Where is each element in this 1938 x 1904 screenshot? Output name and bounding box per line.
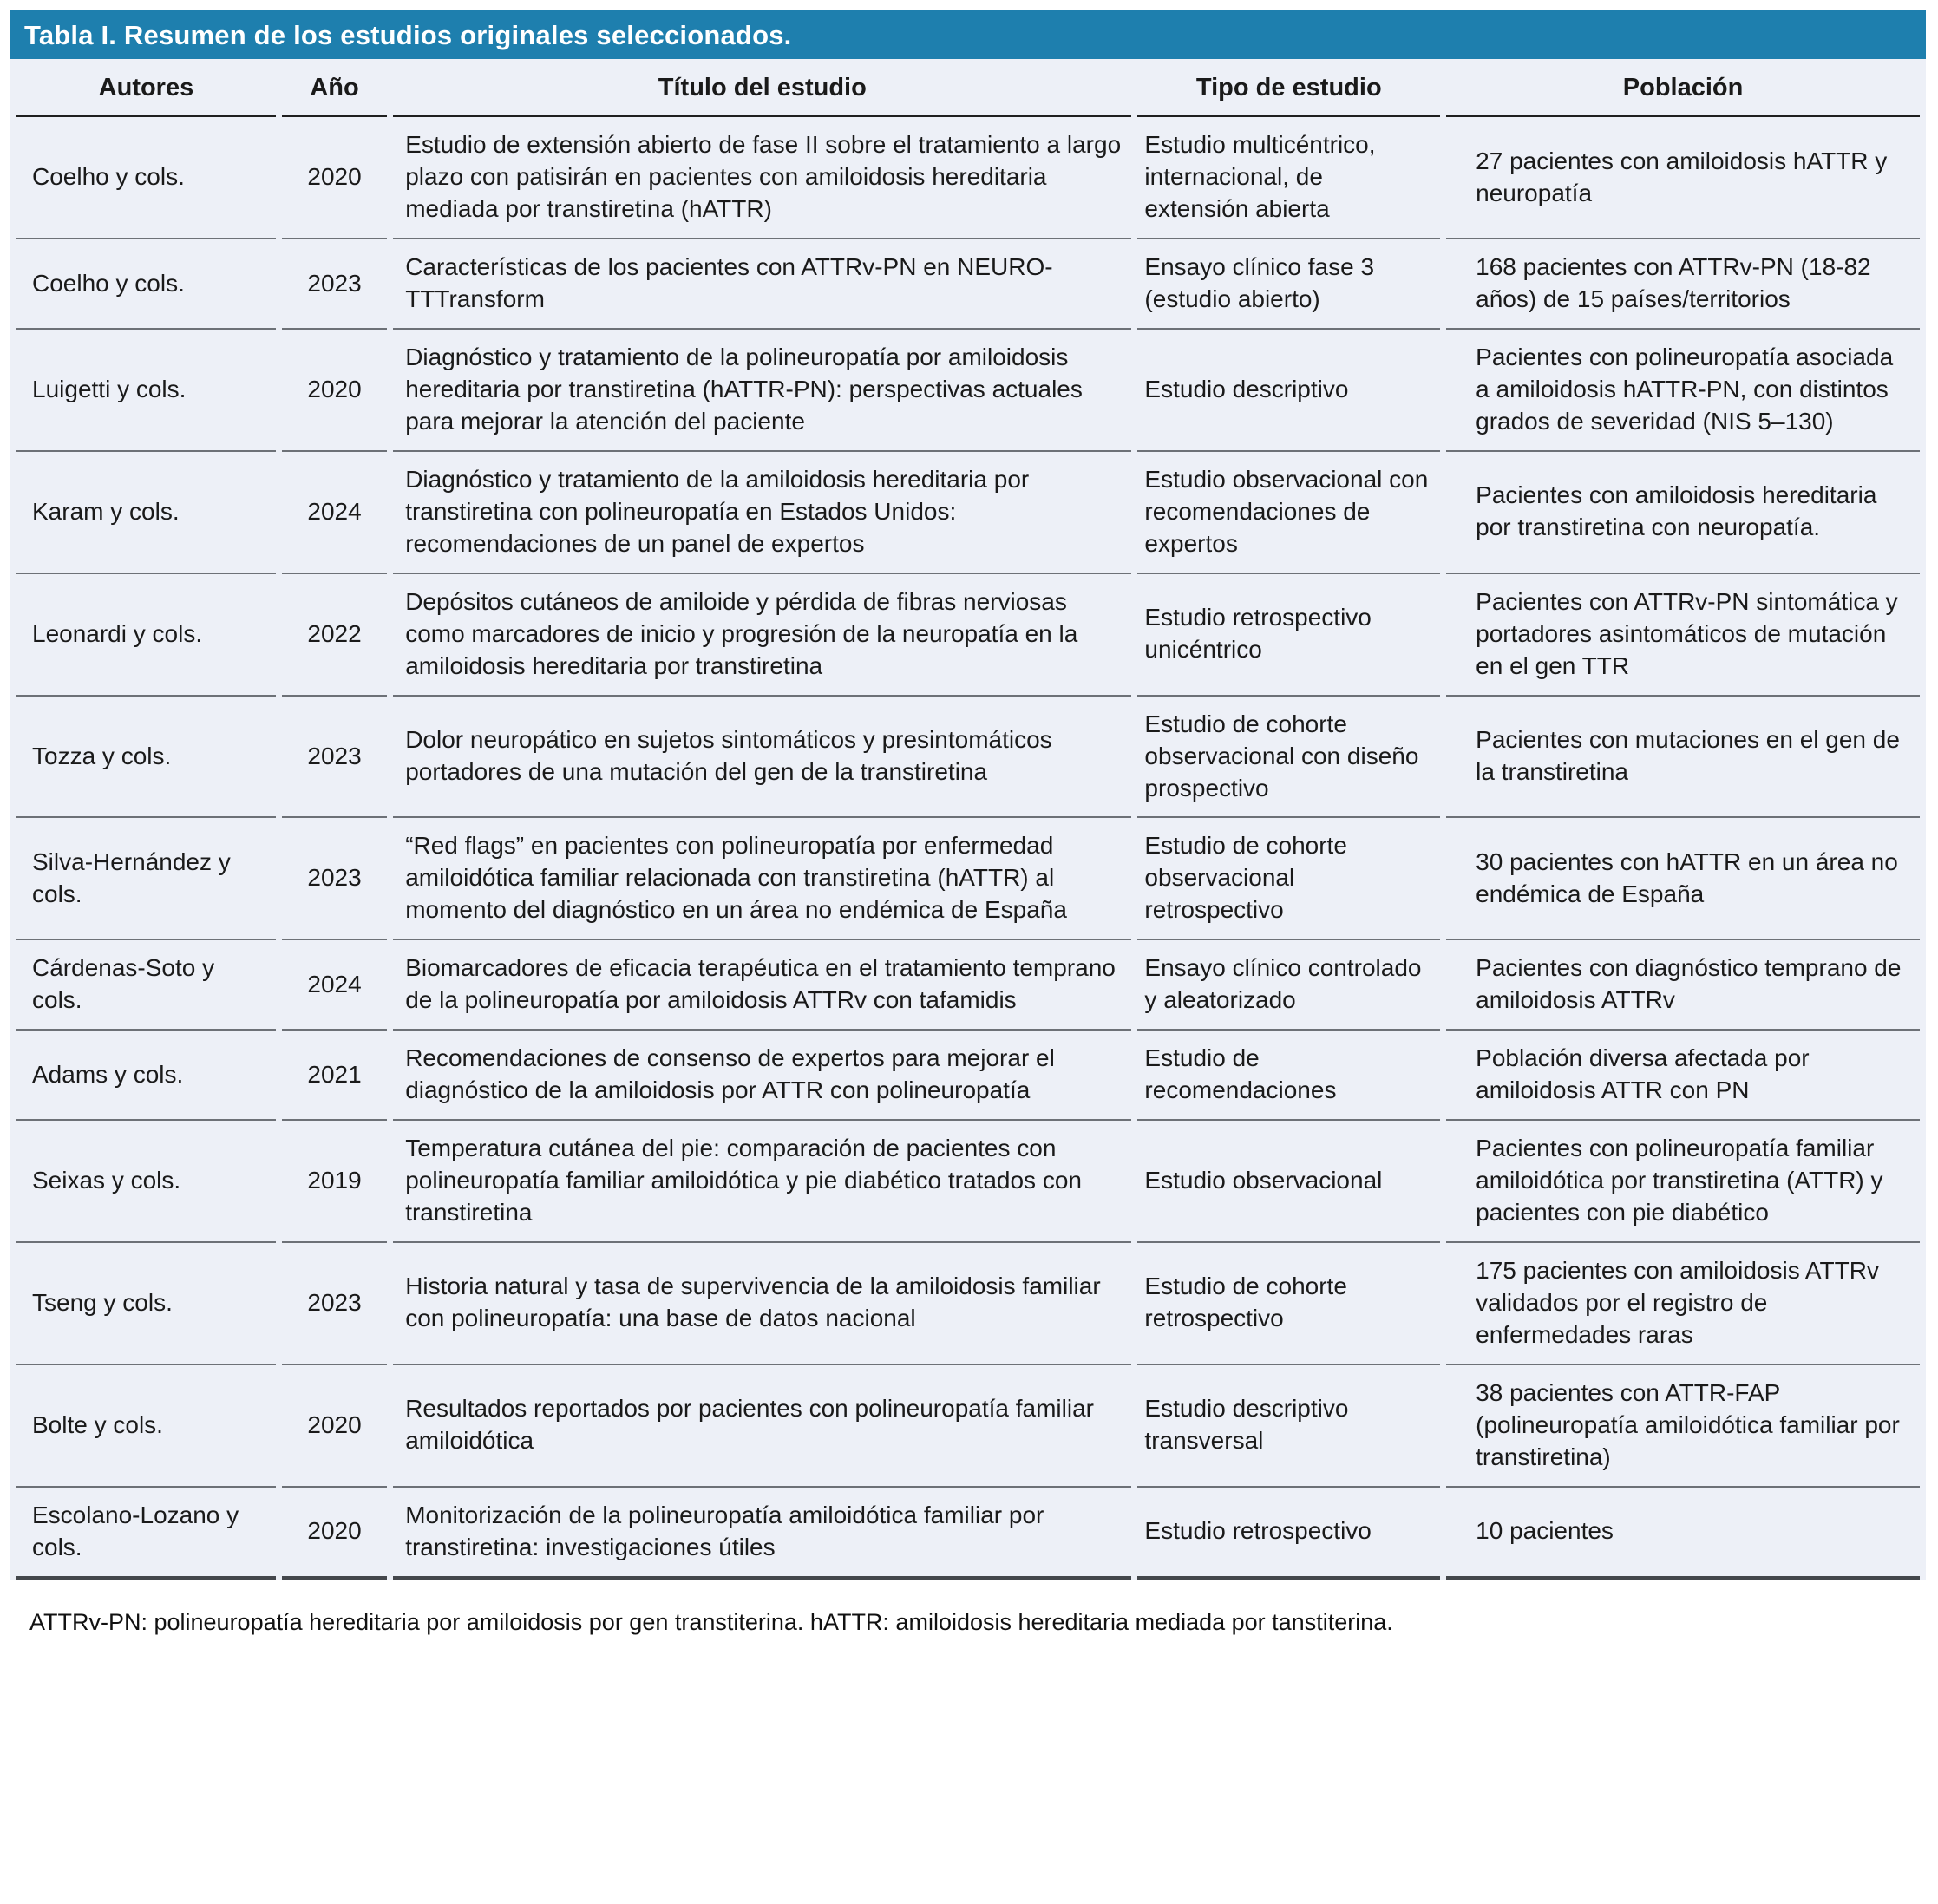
- cell-poblacion: Pacientes con amiloidosis hereditaria por transtiretina con neuropatía.: [1446, 452, 1920, 574]
- cell-titulo: Diagnóstico y tratamiento de la amiloidosis hereditaria por transtiretina con polineuropatía en Estados Unidos: recomendaciones de un panel de expertos: [393, 452, 1131, 574]
- cell-ano: 2019: [282, 1121, 387, 1243]
- table-row: [16, 1365, 1920, 1488]
- cell-ano: 2023: [282, 239, 387, 330]
- table-row: [16, 940, 1920, 1031]
- cell-titulo: Depósitos cutáneos de amiloide y pérdida de fibras nerviosas como marcadores de inicio y progresión de la neuropatía en la amiloidosis hereditaria por transtiretina: [393, 574, 1131, 697]
- column-header-autores: Autores: [16, 59, 276, 117]
- cell-tipo: Ensayo clínico controlado y aleatorizado: [1137, 940, 1440, 1031]
- cell-tipo: Estudio observacional: [1137, 1121, 1440, 1243]
- cell-ano: 2023: [282, 1243, 387, 1365]
- cell-ano: 2022: [282, 574, 387, 697]
- cell-titulo: Resultados reportados por pacientes con polineuropatía familiar amiloidótica: [393, 1365, 1131, 1488]
- cell-titulo: Biomarcadores de eficacia terapéutica en el tratamiento temprano de la polineuropatía por amiloidosis ATTRv con tafamidis: [393, 940, 1131, 1031]
- cell-titulo: Estudio de extensión abierto de fase II sobre el tratamiento a largo plazo con patisirán en pacientes con amiloidosis hereditaria mediada por transtiretina (hATTR): [393, 117, 1131, 239]
- cell-titulo: Monitorización de la polineuropatía amiloidótica familiar por transtiretina: investigaciones útiles: [393, 1488, 1131, 1580]
- cell-titulo: Temperatura cutánea del pie: comparación de pacientes con polineuropatía familiar amiloidótica y pie diabético tratados con transtiretina: [393, 1121, 1131, 1243]
- studies-table-wrap: [10, 59, 1926, 1580]
- cell-titulo: Diagnóstico y tratamiento de la polineuropatía por amiloidosis hereditaria por transtiretina (hATTR-PN): perspectivas actuales para mejorar la atención del paciente: [393, 330, 1131, 452]
- cell-poblacion: 10 pacientes: [1446, 1488, 1920, 1580]
- column-header-tipo: Tipo de estudio: [1137, 59, 1440, 117]
- cell-autores: Luigetti y cols.: [16, 330, 276, 452]
- cell-ano: 2024: [282, 940, 387, 1031]
- table-row: [16, 117, 1920, 239]
- cell-ano: 2020: [282, 330, 387, 452]
- table-title-bar: [10, 10, 1926, 59]
- cell-poblacion: Pacientes con ATTRv-PN sintomática y portadores asintomáticos de mutación en el gen TTR: [1446, 574, 1920, 697]
- cell-tipo: Estudio de cohorte observacional retrospectivo: [1137, 818, 1440, 940]
- cell-ano: 2023: [282, 818, 387, 940]
- cell-tipo: Estudio multicéntrico, internacional, de extensión abierta: [1137, 117, 1440, 239]
- cell-autores: Seixas y cols.: [16, 1121, 276, 1243]
- cell-autores: Tozza y cols.: [16, 697, 276, 819]
- table-row: [16, 1031, 1920, 1121]
- cell-ano: 2024: [282, 452, 387, 574]
- cell-tipo: Estudio retrospectivo unicéntrico: [1137, 574, 1440, 697]
- cell-poblacion: Pacientes con mutaciones en el gen de la transtiretina: [1446, 697, 1920, 819]
- table-row: [16, 239, 1920, 330]
- table-footnote: ATTRv-PN: polineuropatía hereditaria por amiloidosis por gen transtiterina. hATTR: amiloidosis hereditaria mediada por tanstiterina.: [10, 1580, 1926, 1636]
- cell-ano: 2020: [282, 1365, 387, 1488]
- cell-tipo: Estudio de cohorte retrospectivo: [1137, 1243, 1440, 1365]
- cell-autores: Cárdenas-Soto y cols.: [16, 940, 276, 1031]
- cell-tipo: Ensayo clínico fase 3 (estudio abierto): [1137, 239, 1440, 330]
- cell-poblacion: Pacientes con polineuropatía familiar amiloidótica por transtiretina (ATTR) y pacientes con pie diabético: [1446, 1121, 1920, 1243]
- table-row: [16, 1488, 1920, 1580]
- cell-autores: Leonardi y cols.: [16, 574, 276, 697]
- cell-autores: Coelho y cols.: [16, 117, 276, 239]
- cell-autores: Bolte y cols.: [16, 1365, 276, 1488]
- cell-ano: 2020: [282, 117, 387, 239]
- cell-tipo: Estudio descriptivo: [1137, 330, 1440, 452]
- table-row: [16, 1243, 1920, 1365]
- cell-titulo: Características de los pacientes con ATTRv-PN en NEURO-TTTransform: [393, 239, 1131, 330]
- cell-titulo: Dolor neuropático en sujetos sintomáticos y presintomáticos portadores de una mutación del gen de la transtiretina: [393, 697, 1131, 819]
- table-body: [16, 117, 1920, 1579]
- cell-poblacion: Pacientes con diagnóstico temprano de amiloidosis ATTRv: [1446, 940, 1920, 1031]
- cell-autores: Escolano-Lozano y cols.: [16, 1488, 276, 1580]
- cell-poblacion: 175 pacientes con amiloidosis ATTRv validados por el registro de enfermedades raras: [1446, 1243, 1920, 1365]
- cell-tipo: Estudio observacional con recomendaciones de expertos: [1137, 452, 1440, 574]
- cell-tipo: Estudio de cohorte observacional con diseño prospectivo: [1137, 697, 1440, 819]
- column-header-titulo: Título del estudio: [393, 59, 1131, 117]
- cell-ano: 2021: [282, 1031, 387, 1121]
- cell-poblacion: 38 pacientes con ATTR-FAP (polineuropatía amiloidótica familiar por transtiretina): [1446, 1365, 1920, 1488]
- cell-poblacion: Pacientes con polineuropatía asociada a amiloidosis hATTR-PN, con distintos grados de severidad (NIS 5–130): [1446, 330, 1920, 452]
- table-row: [16, 818, 1920, 940]
- cell-ano: 2023: [282, 697, 387, 819]
- cell-autores: Silva-Hernández y cols.: [16, 818, 276, 940]
- cell-tipo: Estudio retrospectivo: [1137, 1488, 1440, 1580]
- cell-autores: Adams y cols.: [16, 1031, 276, 1121]
- cell-tipo: Estudio descriptivo transversal: [1137, 1365, 1440, 1488]
- table-row: [16, 697, 1920, 819]
- cell-poblacion: 30 pacientes con hATTR en un área no endémica de España: [1446, 818, 1920, 940]
- studies-table: [10, 59, 1926, 1580]
- cell-poblacion: 168 pacientes con ATTRv-PN (18-82 años) de 15 países/territorios: [1446, 239, 1920, 330]
- cell-ano: 2020: [282, 1488, 387, 1580]
- column-header-ano: Año: [282, 59, 387, 117]
- column-header-poblacion: Población: [1446, 59, 1920, 117]
- table-title: Tabla I. Resumen de los estudios originales seleccionados.: [24, 20, 792, 50]
- table-row: [16, 452, 1920, 574]
- table-row: [16, 574, 1920, 697]
- cell-titulo: Recomendaciones de consenso de expertos para mejorar el diagnóstico de la amiloidosis por ATTR con polineuropatía: [393, 1031, 1131, 1121]
- table-header: [16, 59, 1920, 117]
- cell-poblacion: Población diversa afectada por amiloidosis ATTR con PN: [1446, 1031, 1920, 1121]
- cell-poblacion: 27 pacientes con amiloidosis hATTR y neuropatía: [1446, 117, 1920, 239]
- header-row: [16, 59, 1920, 117]
- table-row: [16, 330, 1920, 452]
- cell-tipo: Estudio de recomendaciones: [1137, 1031, 1440, 1121]
- cell-titulo: Historia natural y tasa de supervivencia de la amiloidosis familiar con polineuropatía: una base de datos nacional: [393, 1243, 1131, 1365]
- cell-titulo: “Red flags” en pacientes con polineuropatía por enfermedad amiloidótica familiar relacionada con transtiretina (hATTR) al momento del diagnóstico en un área no endémica de España: [393, 818, 1131, 940]
- cell-autores: Karam y cols.: [16, 452, 276, 574]
- cell-autores: Coelho y cols.: [16, 239, 276, 330]
- cell-autores: Tseng y cols.: [16, 1243, 276, 1365]
- table-row: [16, 1121, 1920, 1243]
